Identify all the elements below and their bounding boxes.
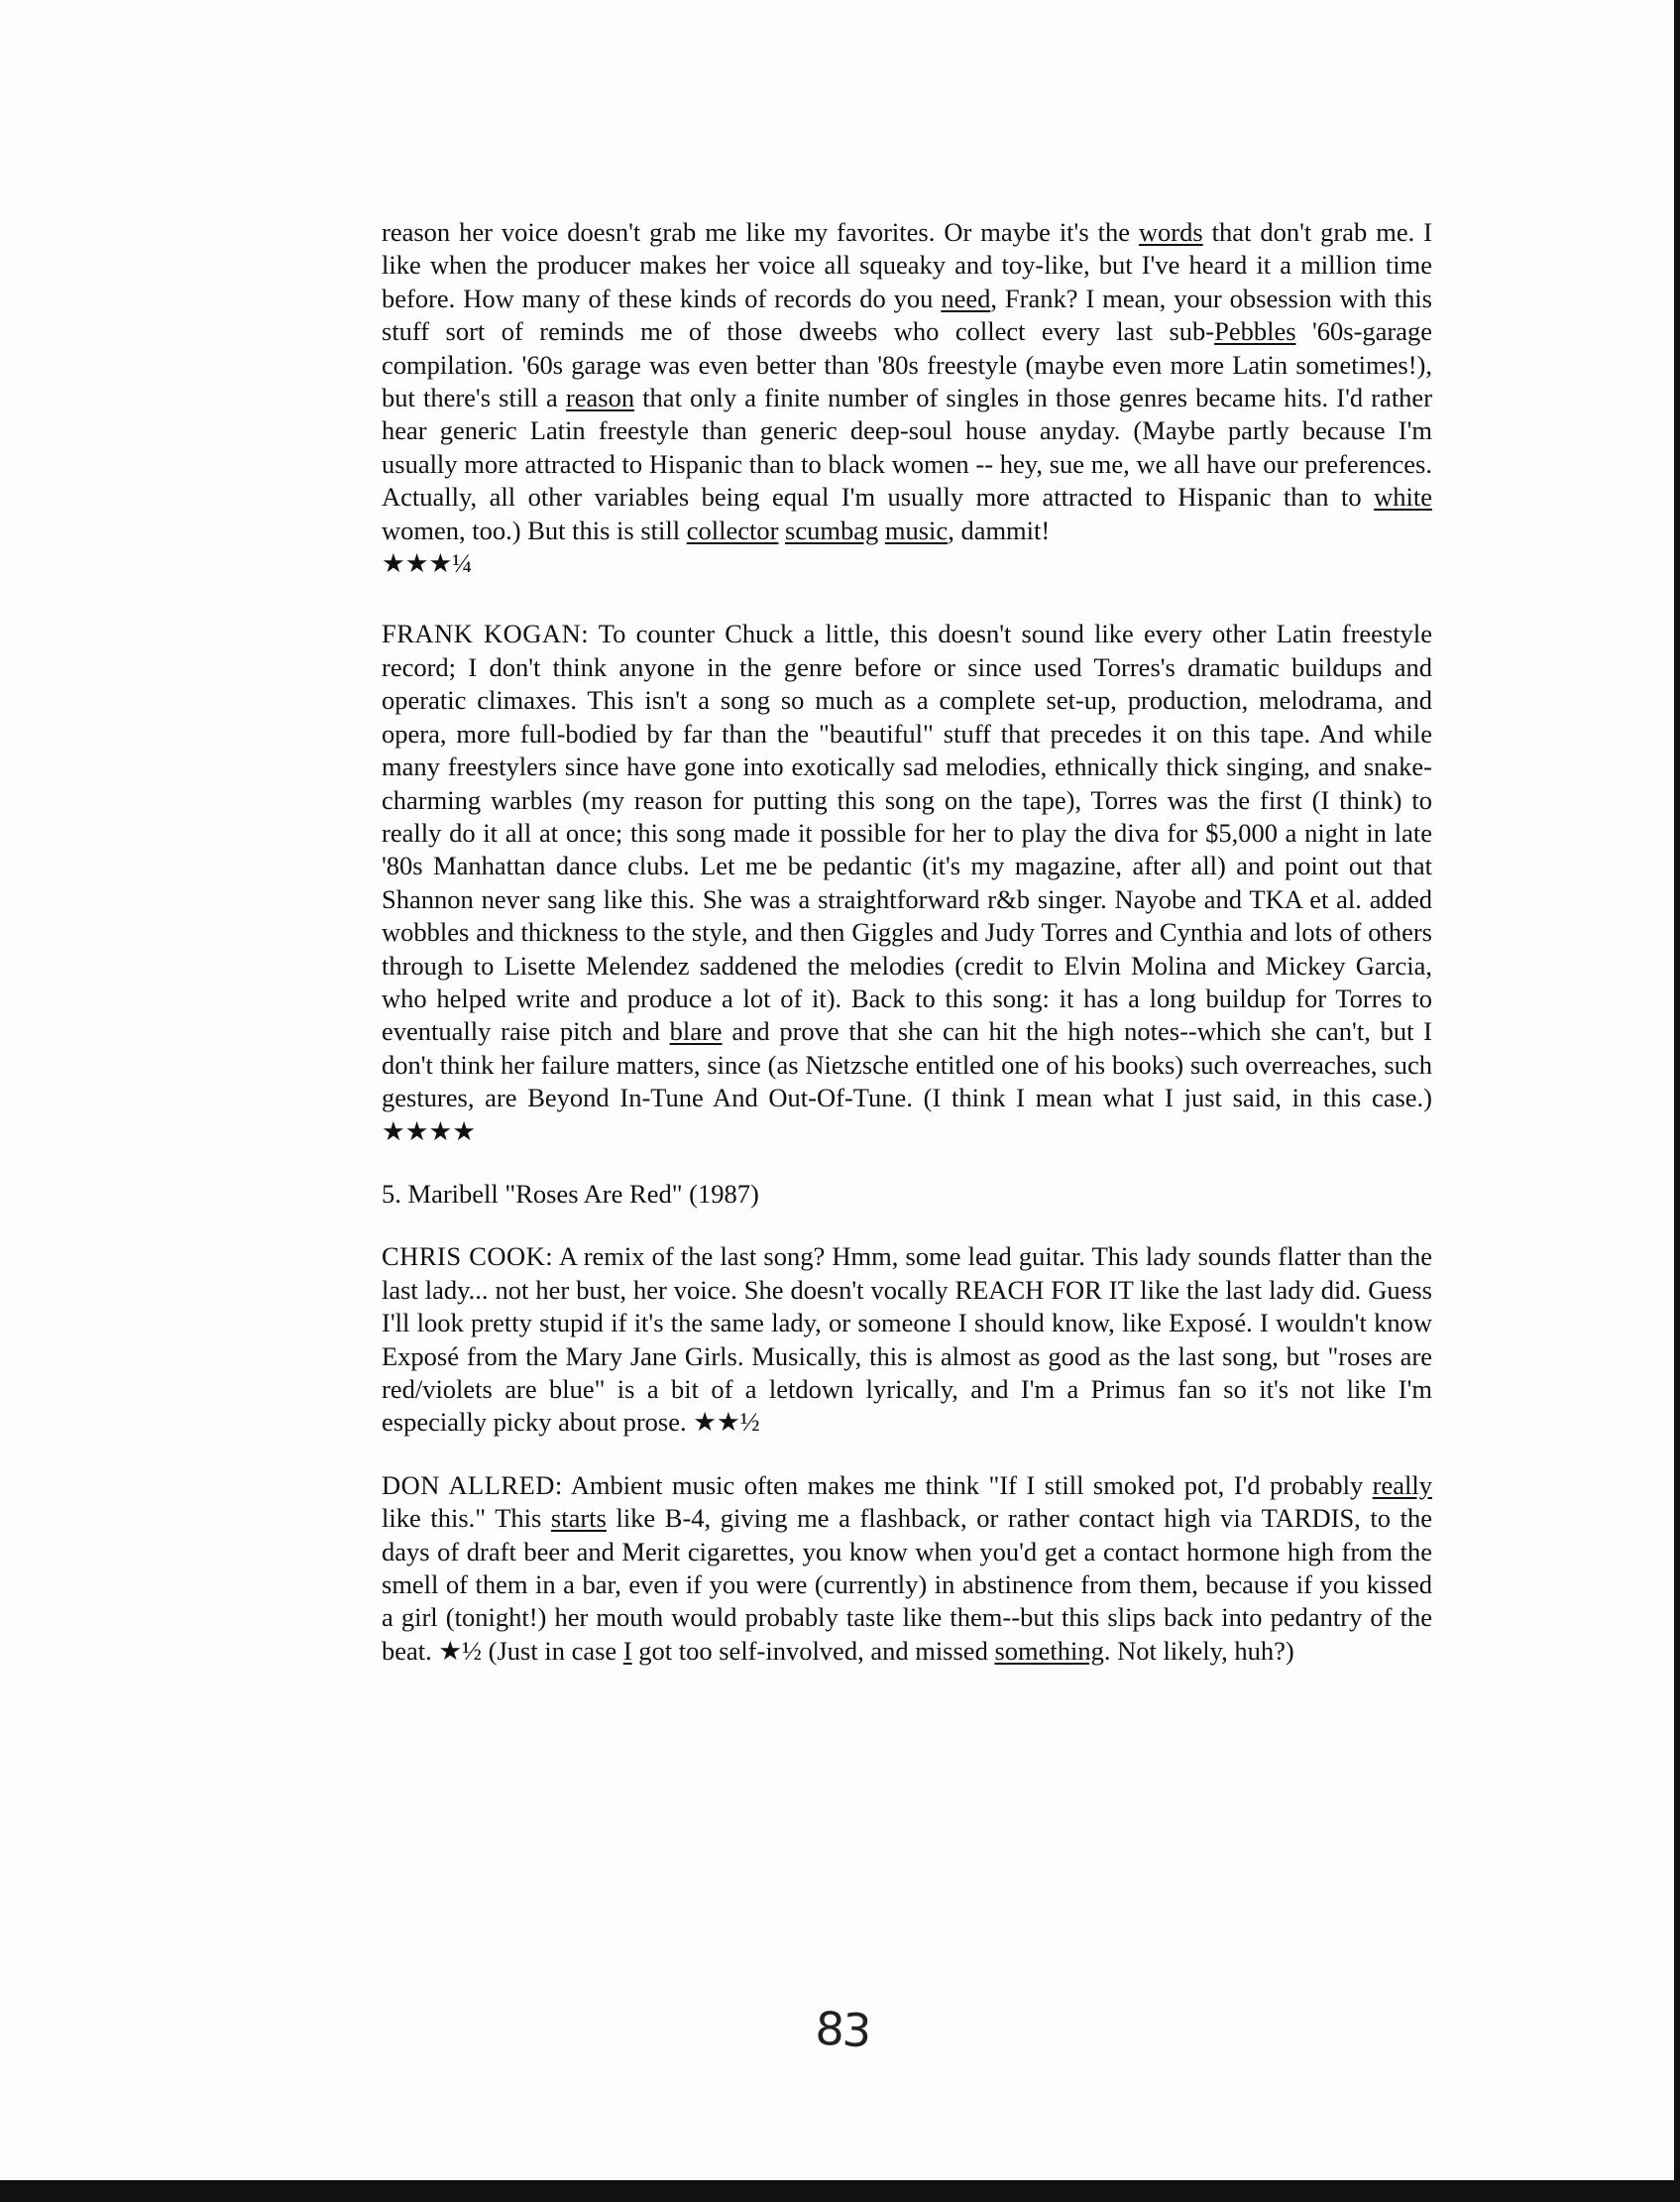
- underlined-word: scumbag: [785, 515, 879, 545]
- text-run: like this." This: [382, 1503, 551, 1534]
- star-rating: ★★½: [693, 1407, 760, 1438]
- underlined-word: music: [884, 515, 949, 545]
- text-run: To counter Chuck a little, this doesn't sound like every other Latin freestyle record; I don't think anyone in the genre before or since used Torres's dramatic buildups and operatic climaxes. This isn't a song so much as a complete set-up, production, melodrama, and opera, more full-bodied by far than the "beautiful" stuff that precedes it on this tape. And while many freestylers since have gone into exotically sad melodies, ethnically thick singing, and snake-charming warbles (my reason for putting this song on the tape), Torres was the first (I think) to really do it all at once; this song made it possible for her to play the diva for $5,000 a night in late '80s Manhattan dance clubs. Let me be pedantic (it's my magazine, after all) and point out that Shannon never sang like this. She was a straightforward r&b singer. Nayobe and TKA et al. added wobbles and thickness to the style, and then Giggles and Judy Torres and Cynthia and lots of others through to Lisette Melendez saddened the melodies (credit to Elvin Molina and Mickey Garcia, who helped write and produce a lot of it). Back to this song: it has a long buildup for Torres to eventually raise pitch and: [382, 619, 1432, 1047]
- text-run: '60s-garage compilation. '60s garage was even better than '80s freestyle (maybe even more Latin sometimes!), but there's still a: [382, 316, 1433, 413]
- text-run: Ambient music often makes me think "If I still smoked pot, I'd probably: [562, 1469, 1373, 1500]
- text-run: and prove that she can hit the high notes--which she can't, but I don't think her failure matters, since (as Nietzsche entitled one of his books) such overreaches, such gestures, are Beyond In-Tune And Out-Of-Tune. (I think I mean what I just said, in this case.): [382, 1016, 1432, 1113]
- text-run: women, too.) But this is still: [382, 515, 687, 545]
- reviewer-name: FRANK KOGAN:: [382, 619, 590, 649]
- underlined-word: I: [622, 1635, 632, 1666]
- underlined-word: blare: [669, 1016, 723, 1047]
- underlined-word: something: [994, 1635, 1104, 1666]
- underlined-word: white: [1374, 482, 1432, 513]
- text-run: that only a finite number of singles in those genres became hits. I'd rather hear generic Latin freestyle than generic deep-soul house anyday. (Maybe partly because I'm usually more attracted to Hispanic than to black women -- hey, sue me, we all have our preferences. Actually, all other variables being equal I'm usually more attracted to Hispanic than to: [382, 383, 1433, 513]
- underlined-word: reason: [565, 383, 635, 413]
- underlined-word: starts: [550, 1503, 607, 1534]
- track-heading: 5. Maribell "Roses Are Red" (1987): [382, 1178, 759, 1209]
- review-paragraph-don-allred: [382, 1469, 1432, 1668]
- star-rating: ★★★★: [382, 1115, 477, 1146]
- paragraph-spacer: [382, 1148, 1432, 1178]
- text-run: [878, 516, 885, 545]
- scan-edge-right: [1674, 0, 1680, 2202]
- underlined-word: really: [1372, 1469, 1432, 1500]
- text-run: like B-4, giving me a flashback, or rather contact high via TARDIS, to the days of draft beer and Merit cigarettes, you know when you'd get a contact hormone high from the smell of them in a bar, even if you were (currently) in abstinence from them, because if you kissed a girl (tonight!) her mouth would probably taste like them--but this slips back into pedantry of the beat.: [382, 1503, 1432, 1666]
- underlined-word: collector: [686, 515, 779, 545]
- star-rating: ★★★¼: [382, 548, 473, 579]
- underlined-word: need: [941, 283, 991, 313]
- text-run: reason her voice doesn't grab me like my favorites. Or maybe it's the: [382, 217, 1139, 247]
- text-run: got too self-involved, and missed: [631, 1635, 995, 1666]
- underlined-title: Pebbles: [1214, 316, 1296, 347]
- reviewer-name: DON ALLRED:: [382, 1469, 563, 1500]
- review-paragraph-chris-cook: [382, 1240, 1432, 1439]
- review-paragraph-previous: [382, 216, 1432, 580]
- paragraph-spacer: [382, 1211, 1432, 1240]
- text-run: (Just in case: [482, 1635, 623, 1666]
- text-run: . Not likely, huh?): [1103, 1635, 1294, 1666]
- underlined-word: words: [1138, 217, 1203, 247]
- text-run: that don't grab me. I like when the producer makes her voice all squeaky and toy-like, but I've heard it a million time before. How many of these kinds of records do you: [382, 217, 1432, 313]
- paragraph-spacer: [382, 580, 1432, 618]
- review-paragraph-frank-kogan: [382, 618, 1432, 1148]
- document-body: [382, 216, 1432, 1668]
- text-run: , Frank? I mean, your obsession with this stuff sort of reminds me of those dweebs who collect every last sub-: [382, 283, 1432, 347]
- handwritten-page-number: 83: [814, 2001, 871, 2058]
- paragraph-spacer: [382, 1440, 1432, 1469]
- text-run: A remix of the last song? Hmm, some lead guitar. This lady sounds flatter than the last lady... not her bust, her voice. She doesn't vocally REACH FOR IT like the last lady did. Guess I'll look pretty stupid if it's the same lady, or someone I should know, like Exposé. I wouldn't know Exposé from the Mary Jane Girls. Musically, this is almost as good as the last song, but "roses are red/violets are blue" is a bit of a letdown lyrically, and I'm a Primus fan so it's not like I'm especially picky about prose.: [382, 1241, 1432, 1438]
- scan-edge-bottom: [0, 2180, 1680, 2202]
- text-run: , dammit!: [948, 515, 1051, 545]
- reviewer-name: CHRIS COOK:: [382, 1241, 554, 1272]
- star-rating: ★½: [438, 1635, 483, 1666]
